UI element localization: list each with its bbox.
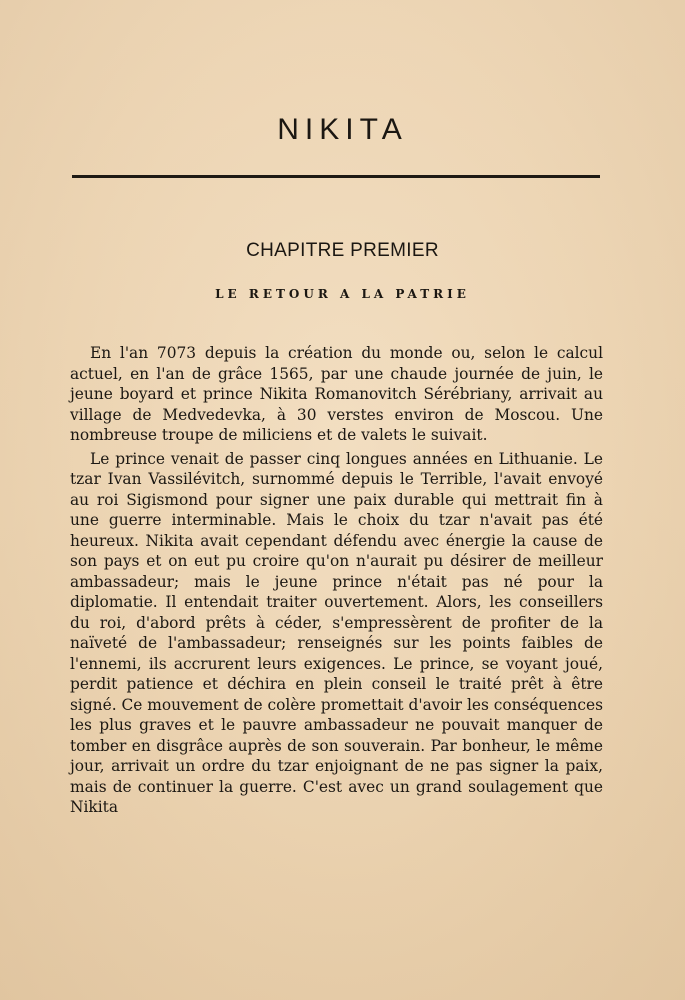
chapter-heading: CHAPITRE PREMIER [246,240,439,261]
chapter-subtitle: LE RETOUR A LA PATRIE [215,287,470,301]
paragraph-1: En l'an 7073 depuis la création du monde ou, selon le calcul actuel, en l'an de grâce 1565, par une chaude journée de juin, le jeune boyard et prince Nikita Romanovitch Sérébriany, arrivait au village de Medvedevka, à 30 verstes environ de Moscou. Une nombreuse troupe de miliciens et de valets le suivait. [70,344,603,444]
body-text [70,343,603,818]
book-title: NIKITA [277,113,408,146]
title-rule [72,175,600,178]
paragraph-2: Le prince venait de passer cinq longues années en Lithuanie. Le tzar Ivan Vassilévitch, surnommé depuis le Terrible, l'avait envoyé au roi Sigismond pour signer une paix durable qui mettrait fin à une guerre interminable. Mais le choix du tzar n'avait pas été heureux. Nikita avait cependant défendu avec énergie la cause de son pays et on eut pu croire qu'on n'aurait pu désirer de meilleur ambassadeur; mais le jeune prince n'était pas né pour la diplomatie. Il entendait traiter ouvertement. Alors, les conseillers du roi, d'abord prêts à céder, s'empressèrent de profiter de la naïveté de l'ambassadeur; renseignés sur les points faibles de l'ennemi, ils accrurent leurs exigences. Le prince, se voyant joué, perdit patience et déchira en plein conseil le traité prêt à être signé. Ce mouvement de colère promettait d'avoir les conséquences les plus graves et le pauvre ambassadeur ne pouvait manquer de tomber en disgrâce auprès de son souverain. Par bonheur, le même jour, arrivait un ordre du tzar enjoignant de ne pas signer la paix, mais de continuer la guerre. C'est avec un grand soulagement que Nikita [70,449,603,816]
